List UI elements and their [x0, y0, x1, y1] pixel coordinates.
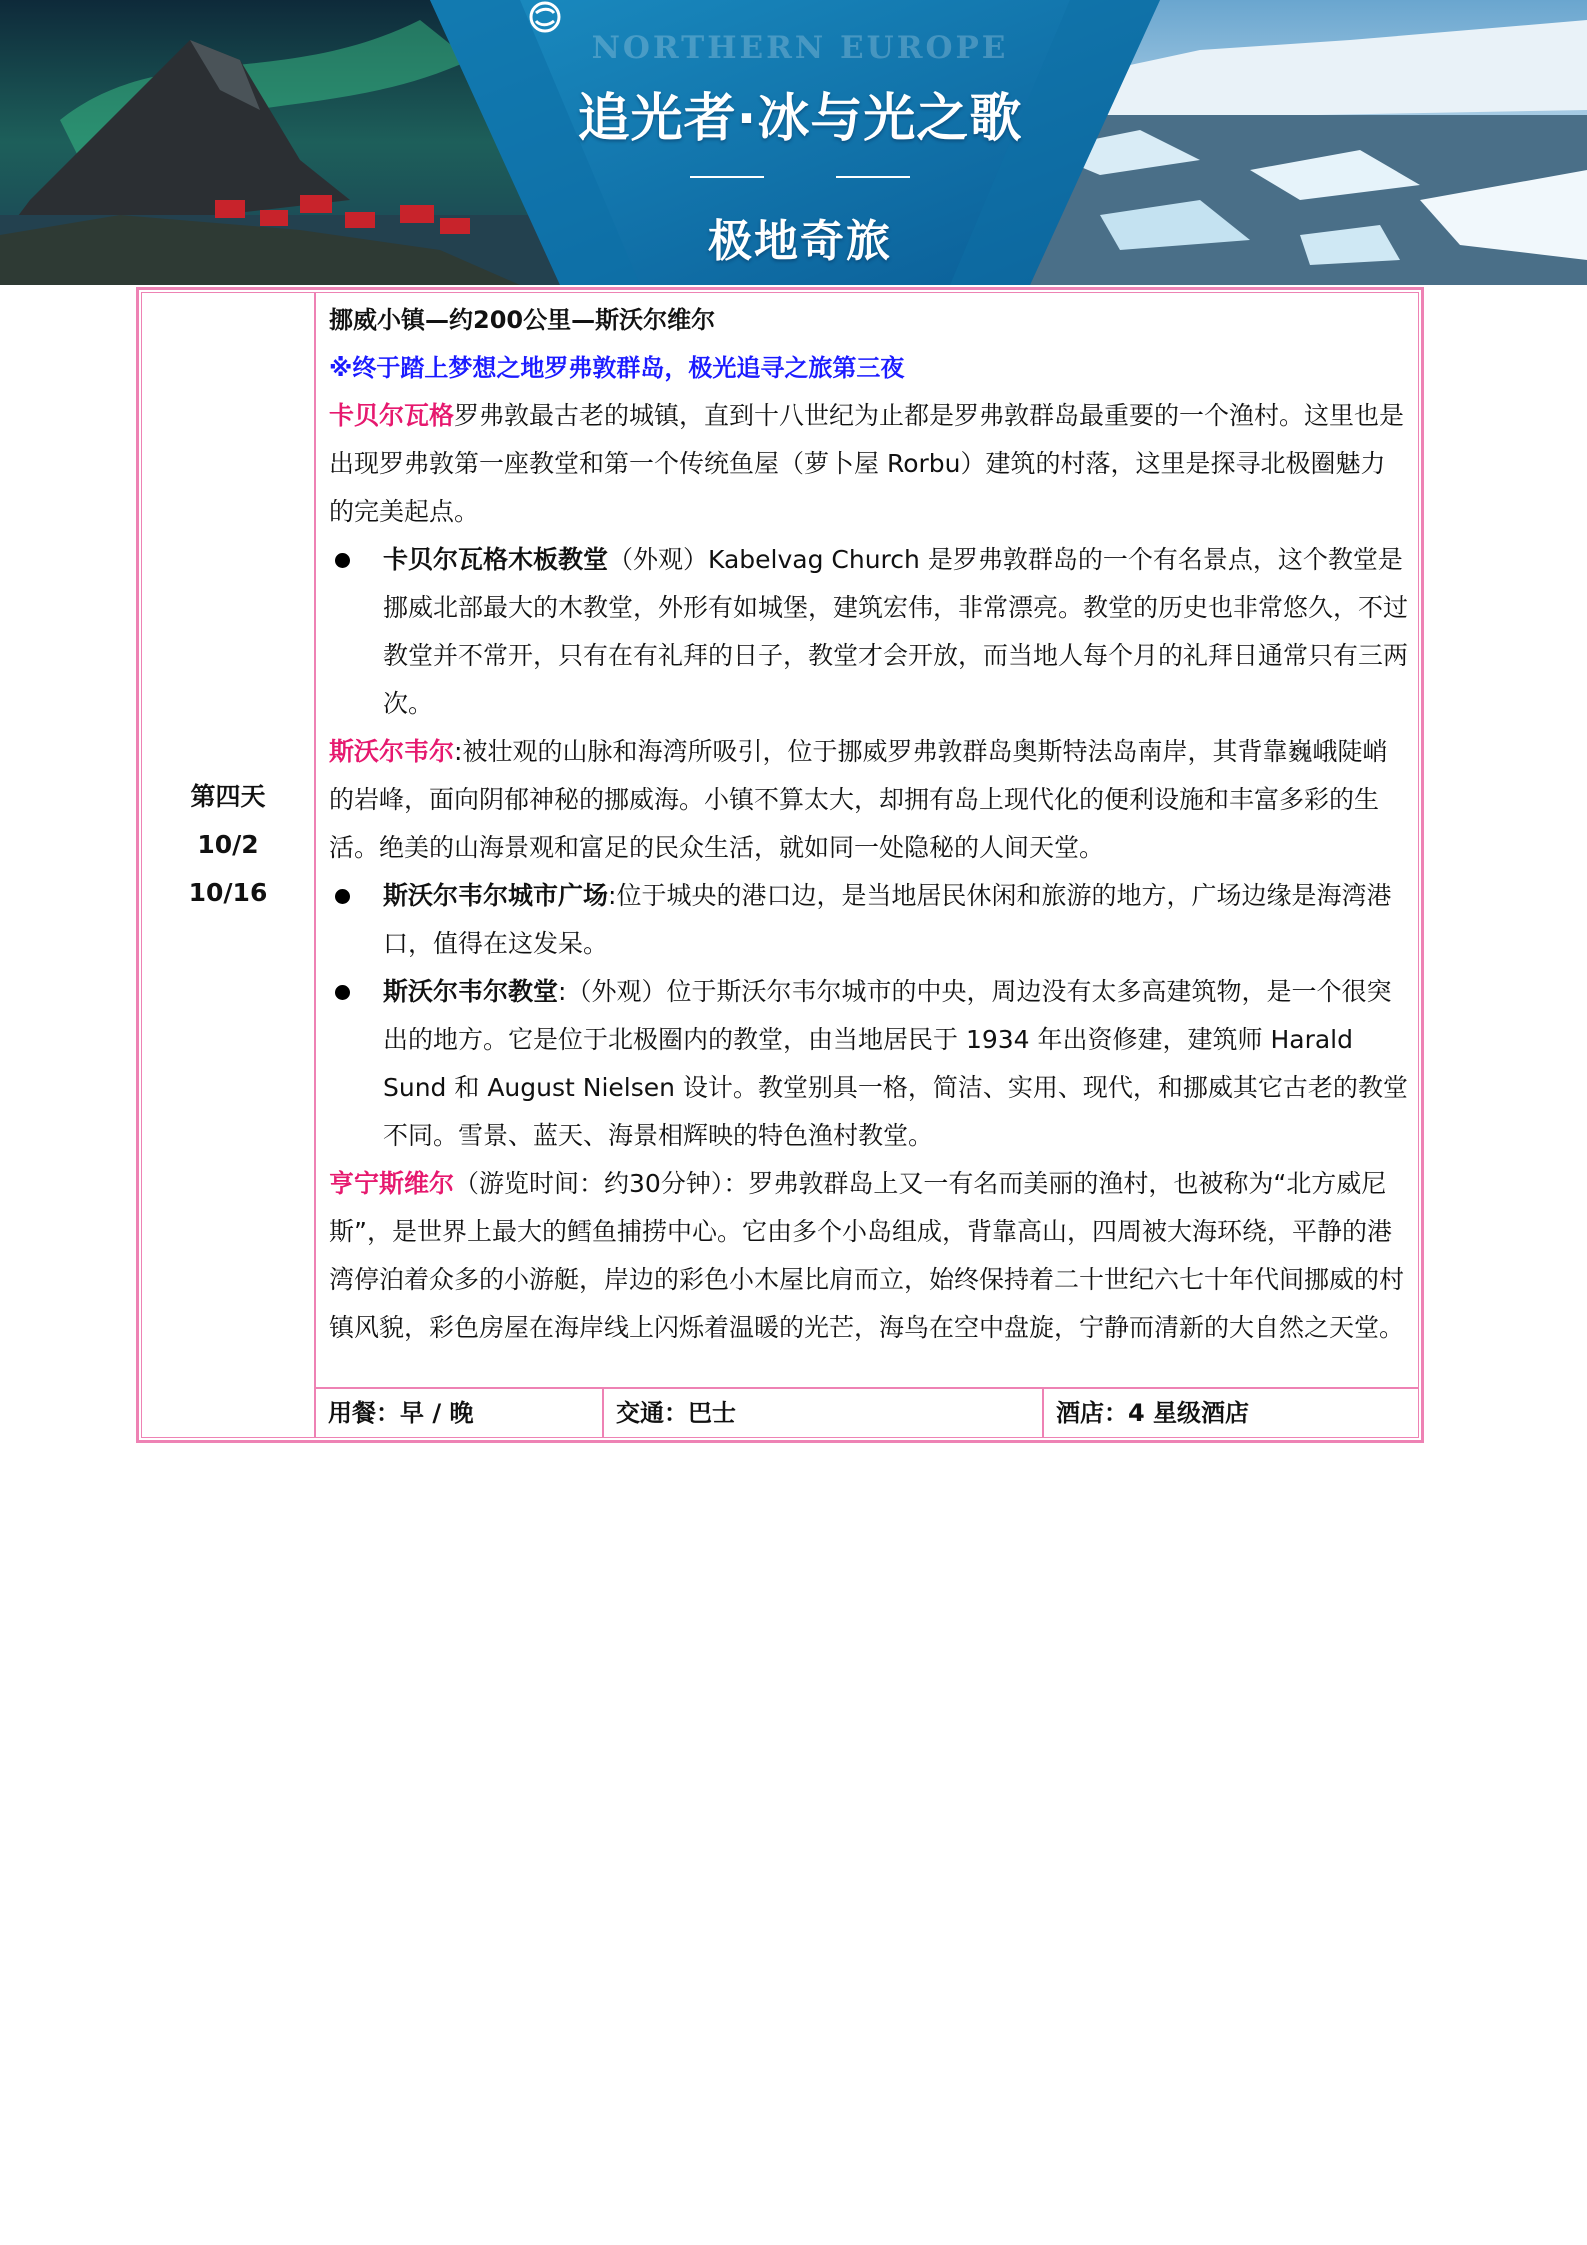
- meals-cell: 用餐：早 / 晚: [316, 1389, 604, 1437]
- kabelvag-paragraph: [329, 392, 1409, 536]
- henningsvaer-desc: （游览时间：约30分钟）：罗弗敦群岛上又一有名而美丽的渔村，也被称为“北方威尼斯”，是世界上最大的鳕鱼捕捞中心。它由多个小岛组成，背靠高山，四周被大海环绕，平静的港湾停泊着众多的小游艇，岸边的彩色小木屋比肩而立，始终保持着二十世纪六七十年代间挪威的村镇风貌，彩色房屋在海岸线上闪烁着温暖的光芒，海鸟在空中盘旋，宁静而清新的大自然之天堂。: [329, 1169, 1405, 1342]
- day-info: [142, 773, 314, 917]
- day-column: [142, 293, 316, 1437]
- svolvaer-paragraph: [329, 728, 1409, 872]
- banner-divider-left: [690, 176, 764, 178]
- kabelvag-name: 卡贝尔瓦格: [329, 401, 455, 430]
- swirl-logo-icon: [520, 0, 570, 34]
- header-banner: [0, 0, 1587, 285]
- kabelvag-church-text: （外观）Kabelvag Church 是罗弗敦群岛的一个有名景点，这个教堂是挪威北部最大的木教堂，外形有如城堡，建筑宏伟，非常漂亮。教堂的历史也非常悠久，不过教堂并不常开，只有在有礼拜的日子，教堂才会开放，而当地人每个月的礼拜日通常只有三两次。: [383, 545, 1409, 718]
- svolvaer-square-text: :位于城央的港口边，是当地居民休闲和旅游的地方，广场边缘是海湾港口，值得在这发呆。: [383, 881, 1392, 958]
- bullet-icon: [335, 889, 350, 904]
- svolvaer-name: 斯沃尔韦尔: [329, 737, 455, 766]
- day-content: [329, 296, 1409, 1352]
- henningsvaer-name: 亨宁斯维尔: [329, 1169, 455, 1198]
- day-date-2: 10/16: [188, 878, 268, 907]
- transport-cell: 交通：巴士: [604, 1389, 1044, 1437]
- day-footer: [316, 1387, 1418, 1437]
- kabelvag-church-title: 卡贝尔瓦格木板教堂: [383, 545, 609, 574]
- banner-title: 追光者·冰与光之歌: [577, 89, 1023, 149]
- svolvaer-church-item: [329, 968, 1409, 1160]
- kabelvag-desc: 罗弗敦最古老的城镇，直到十八世纪为止都是罗弗敦群岛最重要的一个渔村。这里也是出现罗弗敦第一座教堂和第一个传统鱼屋（萝卜屋 Rorbu）建筑的村落，这里是探寻北极圈魅力的完美起点。: [329, 401, 1405, 526]
- svolvaer-square-title: 斯沃尔韦尔城市广场: [383, 881, 609, 910]
- day-label: 第四天: [190, 782, 266, 811]
- day-highlight: ※终于踏上梦想之地罗弗敦群岛，极光追寻之旅第三夜: [329, 354, 905, 382]
- hotel-cell: 酒店：4 星级酒店: [1056, 1399, 1250, 1427]
- svolvaer-church-text: :（外观）位于斯沃尔韦尔城市的中央，周边没有太多高建筑物，是一个很突出的地方。它是位于北极圈内的教堂，由当地居民于 1934 年出资修建，建筑师 Harald Sund 和 August Nielsen 设计。教堂别具一格，简洁、实用、现代，和挪威其它古老的教堂不同。雪景、蓝天、海景相辉映的特色渔村教堂。: [383, 977, 1408, 1150]
- svolvaer-desc: :被壮观的山脉和海湾所吸引，位于挪威罗弗敦群岛奥斯特法岛南岸，其背靠巍峨陡峭的岩峰，面向阴郁神秘的挪威海。小镇不算太大，却拥有岛上现代化的便利设施和丰富多彩的生活。绝美的山海景观和富足的民众生活，就如同一处隐秘的人间天堂。: [329, 737, 1388, 862]
- bullet-icon: [335, 985, 350, 1000]
- itinerary-table: [136, 287, 1424, 1443]
- svolvaer-church-title: 斯沃尔韦尔教堂: [383, 977, 559, 1006]
- kabelvag-church-item: [329, 536, 1409, 728]
- bullet-icon: [335, 553, 350, 568]
- day-date-1: 10/2: [197, 830, 259, 859]
- banner-divider-right: [836, 176, 910, 178]
- banner-subtitle: 极地奇旅: [708, 216, 892, 267]
- banner-center: [520, 0, 1080, 285]
- route-title: 挪威小镇—约200公里—斯沃尔维尔: [329, 306, 716, 334]
- svolvaer-square-item: [329, 872, 1409, 968]
- henningsvaer-paragraph: [329, 1160, 1409, 1352]
- banner-en-title: NORTHERN EUROPE: [591, 30, 1009, 66]
